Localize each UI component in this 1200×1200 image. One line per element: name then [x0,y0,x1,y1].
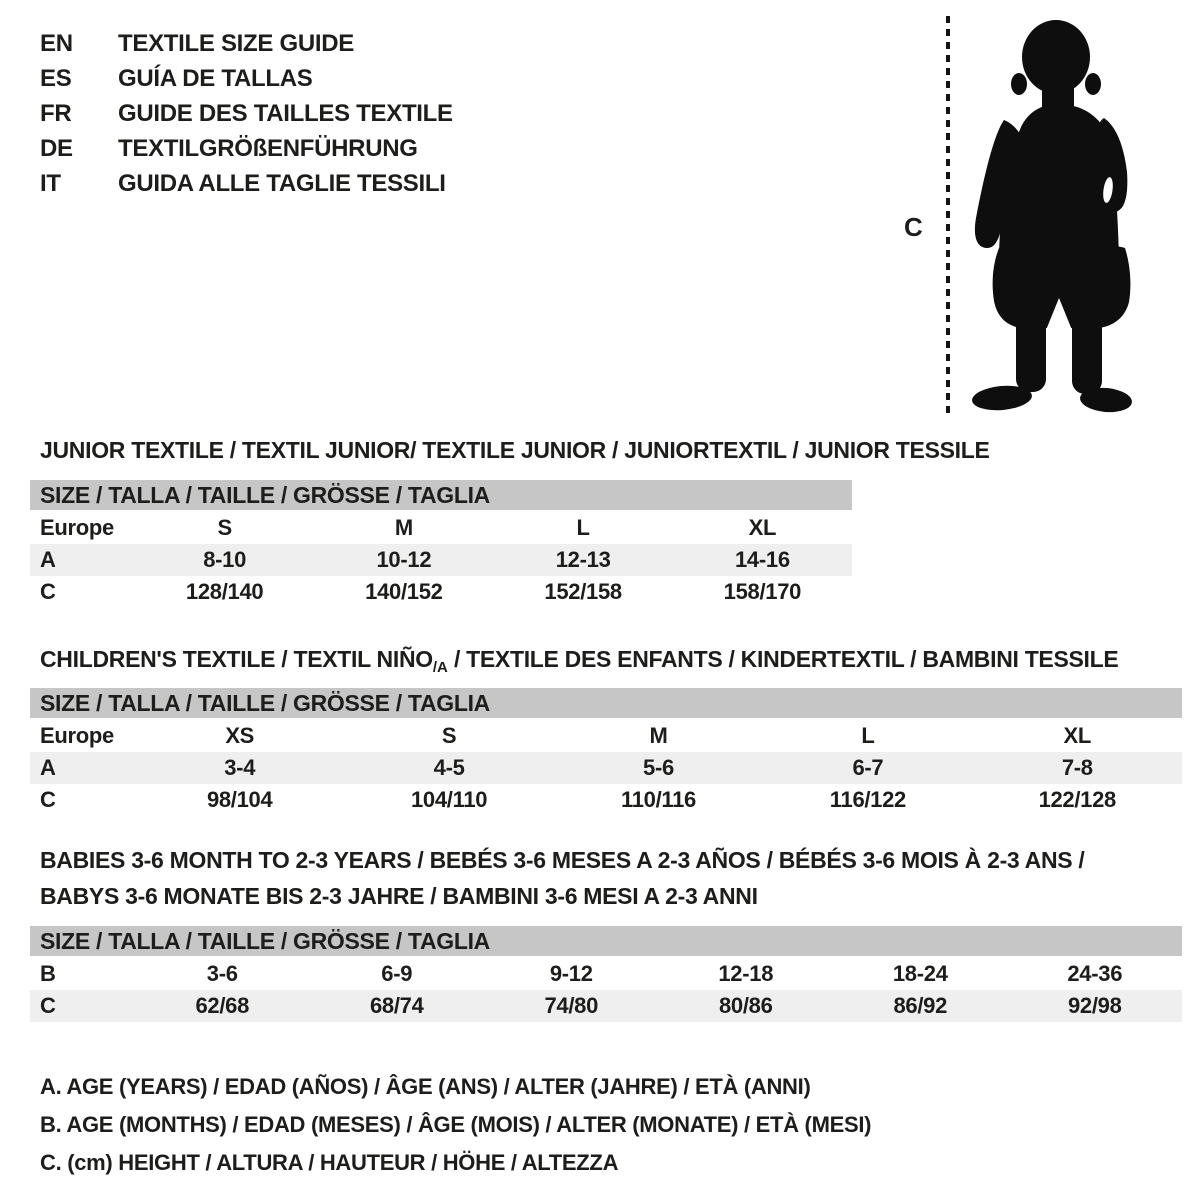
table-cell: 74/80 [544,993,599,1018]
babies-size-table [30,926,1182,1022]
table-cell: 7-8 [1061,755,1093,780]
table-cell: 18-24 [892,961,948,986]
toddler-silhouette-icon [958,16,1140,420]
table-cell: S [441,723,457,748]
table-cell: M [394,515,413,540]
language-code: DE [40,135,73,162]
footnote-age-months: B. AGE (MONTHS) / EDAD (MESES) / ÂGE (MOIS) / ALTER (MONATE) / ETÀ (MESI) [40,1112,872,1137]
table-cell: 10-12 [376,547,432,572]
language-row-en [40,26,453,61]
table-cell: 14-16 [734,547,790,572]
table-cell: 104/110 [410,787,488,812]
table-row-height-cm [30,576,852,608]
height-measure-label: C [904,212,923,242]
language-code: FR [40,100,72,127]
section-title-babies [40,842,1085,914]
table-row-height-cm [30,784,1182,816]
table-cell: M [649,723,668,748]
language-row-de [40,131,453,166]
footnote-legend [40,1068,871,1182]
table-cell: 122/128 [1038,787,1116,812]
section-title-children-subscript: /A [432,659,448,676]
footnote-height-cm: C. (cm) HEIGHT / ALTURA / HAUTEUR / HÖHE / ALTEZZA [40,1150,619,1175]
table-cell: 152/158 [544,579,622,604]
language-code: EN [40,30,73,57]
guide-title-en: TEXTILE SIZE GUIDE [118,30,354,57]
language-row-it [40,166,453,201]
section-title-babies-line1: BABIES 3-6 MONTH TO 2-3 YEARS / BEBÉS 3-6 MESES A 2-3 AÑOS / BÉBÉS 3-6 MOIS À 2-3 ANS / [40,847,1085,873]
table-cell: 12-13 [555,547,611,572]
table-cell: 116/122 [829,787,906,812]
row-label: C [40,787,56,812]
table-cell: 62/68 [195,993,250,1018]
height-measure-dashed-line [946,16,950,416]
guide-title-de: TEXTILGRÖßENFÜHRUNG [118,135,418,162]
guide-title-fr: GUIDE DES TAILLES TEXTILE [118,100,453,127]
section-title-babies-line2: BABYS 3-6 MONATE BIS 2-3 JAHRE / BAMBINI 3-6 MESI A 2-3 ANNI [40,883,758,909]
table-cell: 3-4 [224,755,256,780]
row-label: A [40,755,56,780]
section-title-children [40,641,1118,686]
table-cell: XL [1063,723,1092,748]
table-cell: 158/170 [723,579,802,604]
guide-title-it: GUIDA ALLE TAGLIE TESSILI [118,170,446,197]
table-cell: 98/104 [206,787,273,812]
language-row-es [40,61,453,96]
table-row-age-years [30,544,852,576]
table-row-height-cm [30,990,1182,1022]
row-label: C [40,579,56,604]
table-cell: XS [225,723,255,748]
row-label: A [40,547,56,572]
footnote-age-years: A. AGE (YEARS) / EDAD (AÑOS) / ÂGE (ANS) / ALTER (JAHRE) / ETÀ (ANNI) [40,1074,811,1099]
table-cell: 12-18 [718,961,774,986]
table-cell: 24-36 [1067,961,1123,986]
size-table-header: SIZE / TALLA / TAILLE / GRÖSSE / TAGLIA [30,480,852,510]
section-title-children-pre: CHILDREN'S TEXTILE / TEXTIL NIÑO [40,646,433,672]
section-title-children-post: / TEXTILE DES ENFANTS / KINDERTEXTIL / BAMBINI TESSILE [447,646,1119,672]
table-cell: 8-10 [203,547,247,572]
row-label: B [40,961,56,986]
guide-title-es: GUÍA DE TALLAS [118,65,313,92]
row-label: Europe [40,515,114,540]
table-cell: 92/98 [1067,993,1122,1018]
table-row-age-years [30,752,1182,784]
table-cell: 3-6 [206,961,238,986]
language-code: ES [40,65,72,92]
table-cell: 110/116 [620,787,696,812]
language-row-fr [40,96,453,131]
table-cell: 140/152 [365,579,443,604]
table-cell: 6-7 [852,755,884,780]
table-cell: S [217,515,232,540]
table-cell: L [576,515,590,540]
table-cell: 4-5 [433,755,465,780]
table-cell: 6-9 [381,961,413,986]
table-row-europe [30,512,852,544]
language-code: IT [40,170,61,197]
section-title-junior: JUNIOR TEXTILE / TEXTIL JUNIOR/ TEXTILE JUNIOR / JUNIORTEXTIL / JUNIOR TESSILE [40,437,990,463]
table-cell: 68/74 [369,993,424,1018]
table-row-europe [30,720,1182,752]
size-table-header: SIZE / TALLA / TAILLE / GRÖSSE / TAGLIA [30,688,1182,718]
language-title-list [40,26,453,201]
junior-size-table [30,480,852,608]
size-table-header: SIZE / TALLA / TAILLE / GRÖSSE / TAGLIA [30,926,1182,956]
table-row-age-months [30,958,1182,990]
table-cell: L [861,723,875,748]
table-cell: 5-6 [643,755,674,780]
table-cell: 9-12 [549,961,593,986]
children-size-table [30,688,1182,816]
row-label: Europe [40,723,114,748]
table-cell: XL [748,515,777,540]
table-cell: 128/140 [185,579,264,604]
table-cell: 80/86 [718,993,773,1018]
table-cell: 86/92 [893,993,948,1018]
row-label: C [40,993,56,1018]
